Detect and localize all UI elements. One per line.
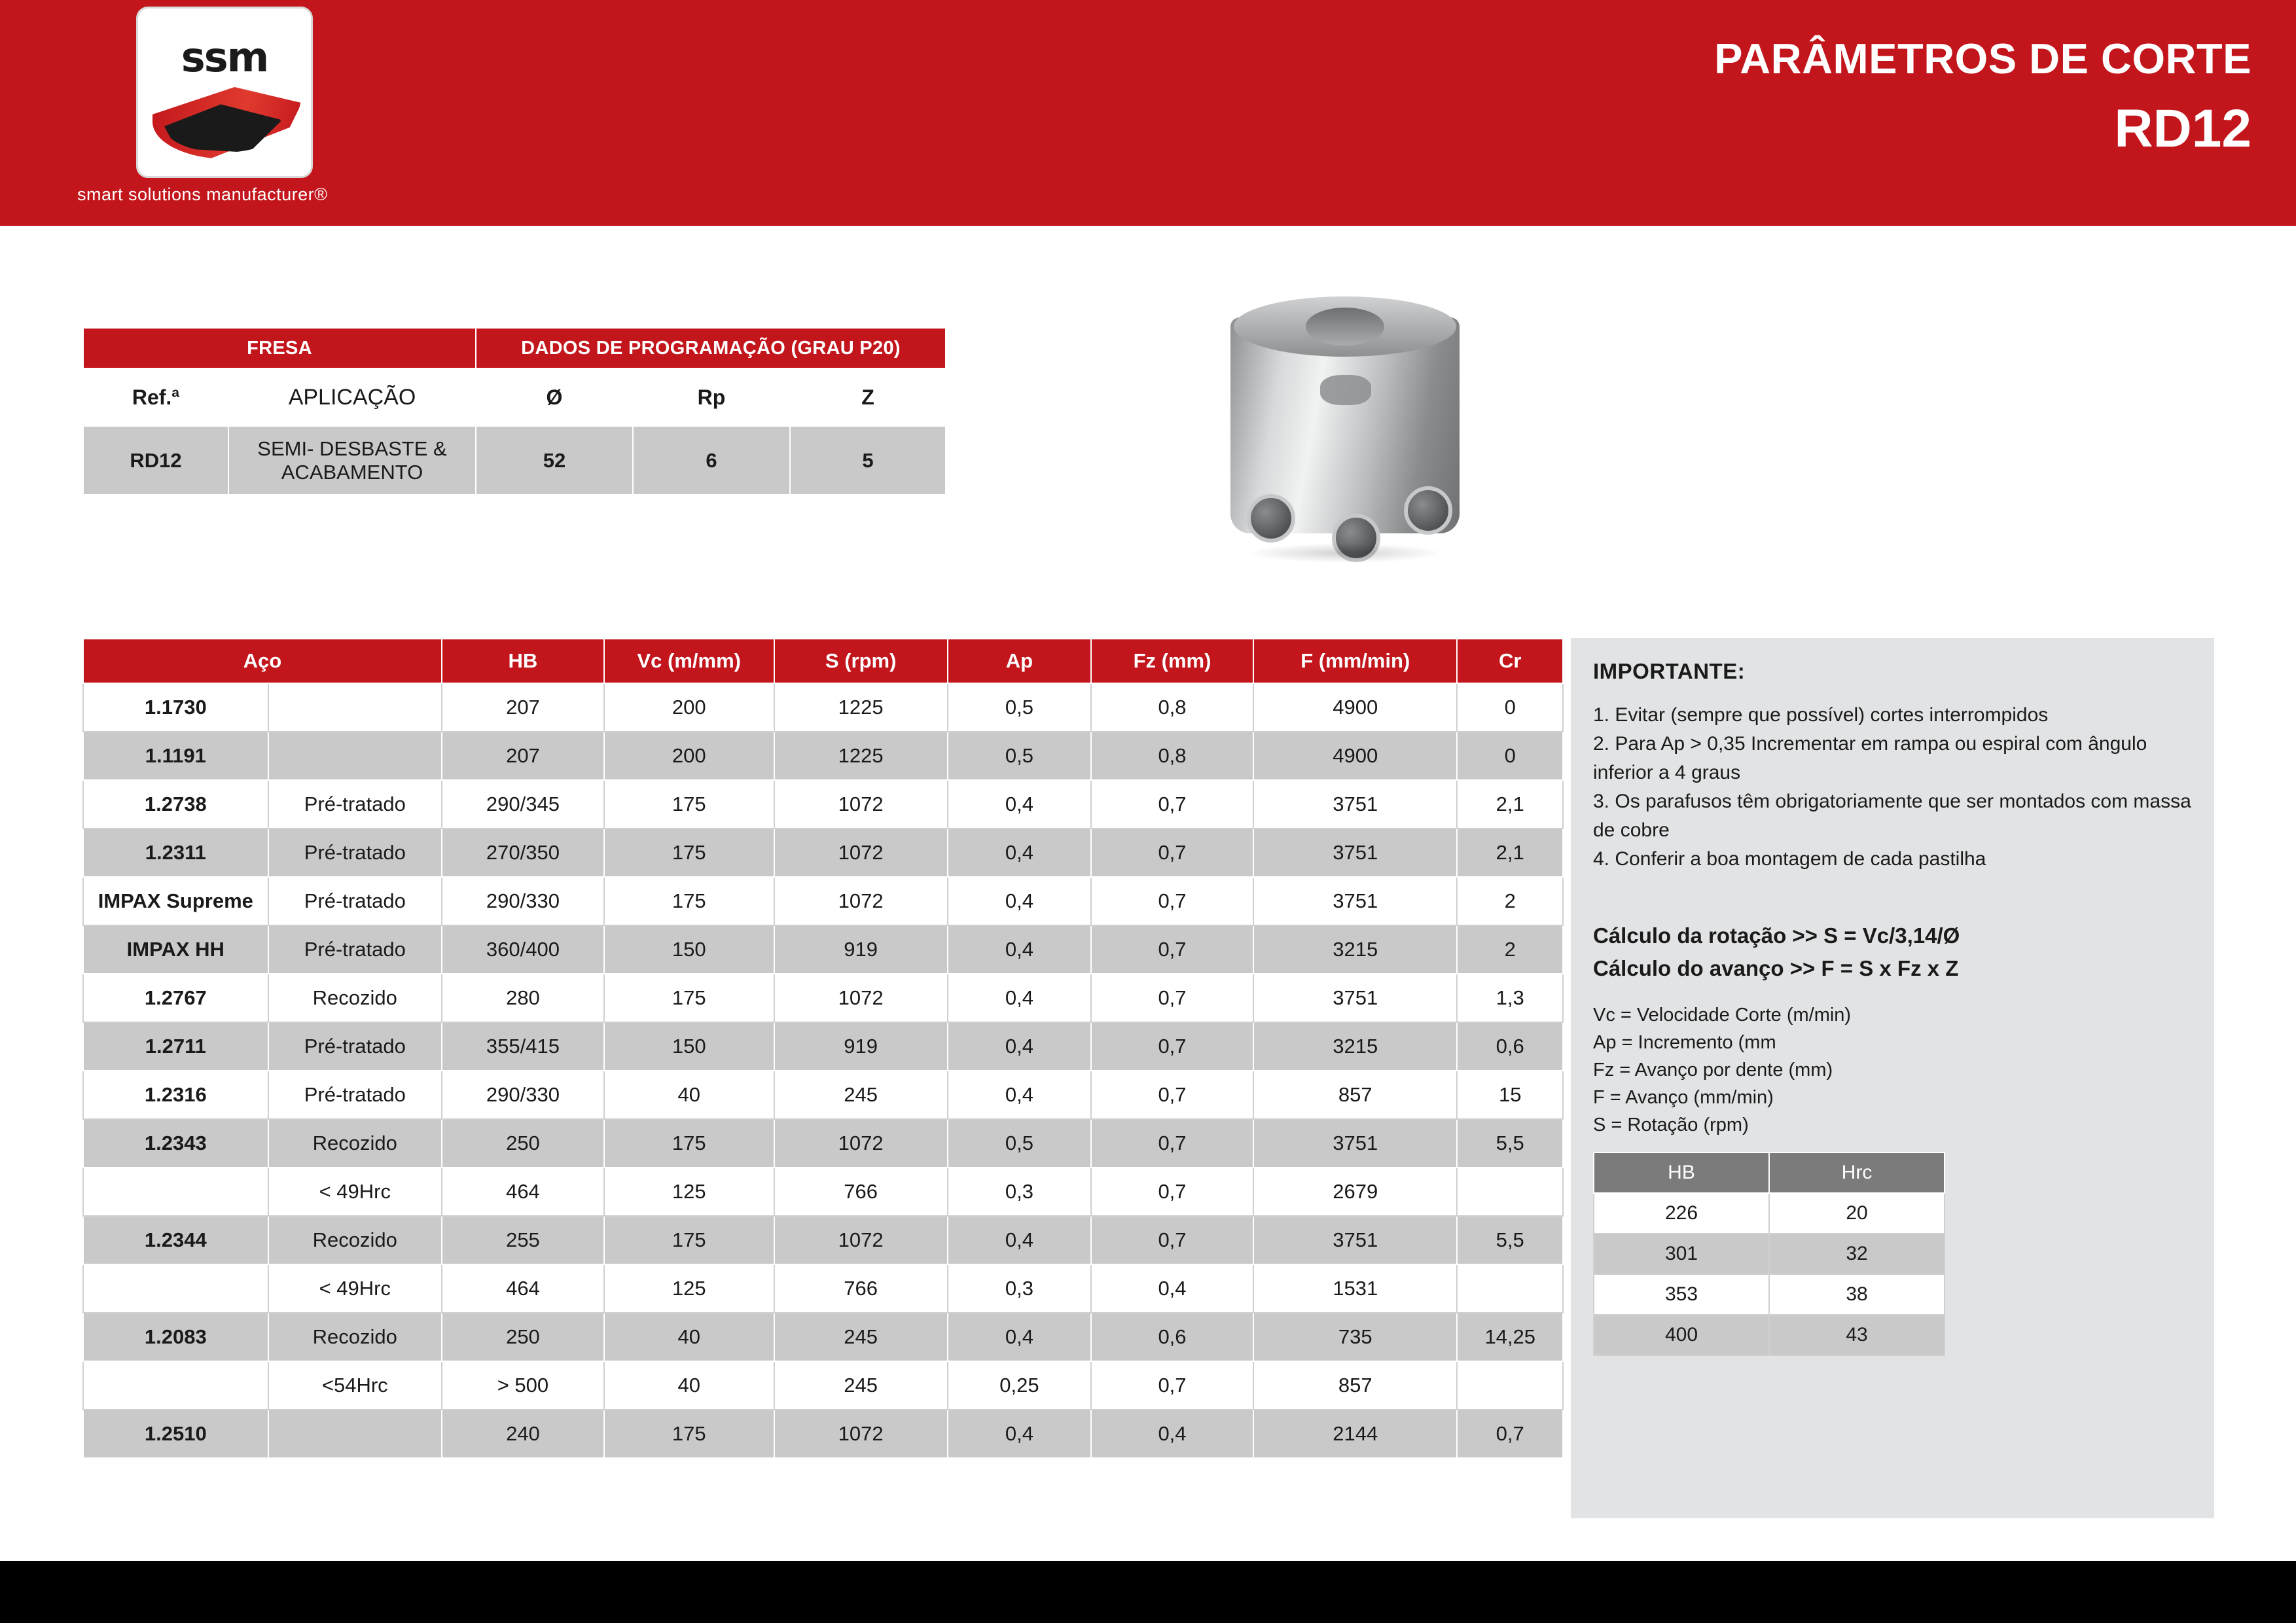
table-cell: 0,7: [1457, 1410, 1563, 1458]
table-cell: 1.1730: [83, 683, 268, 732]
table-cell: 0,5: [948, 683, 1091, 732]
table-cell: 175: [604, 1216, 774, 1264]
table-cell: 1.2738: [83, 780, 268, 829]
hb-table-row: [1594, 1193, 1945, 1234]
table-cell: 355/415: [442, 1022, 604, 1071]
product-shadow: [1247, 543, 1443, 563]
table-cell: 0,7: [1091, 1168, 1253, 1216]
table-cell: 1.2711: [83, 1022, 268, 1071]
hb-table-cell: 226: [1594, 1193, 1769, 1234]
table-cell: 175: [604, 829, 774, 877]
panel-notes: [1593, 701, 2198, 874]
hb-table-cell: 400: [1594, 1315, 1769, 1355]
table-cell: 0,4: [948, 925, 1091, 974]
fresa-column-header-row: [83, 368, 946, 426]
table-cell: 0,4: [948, 1071, 1091, 1119]
table-cell: 0,4: [948, 780, 1091, 829]
fresa-col-aplicacao: APLICAÇÃO: [228, 368, 476, 426]
table-cell: 0,3: [948, 1264, 1091, 1313]
table-cell: Pré-tratado: [268, 1022, 442, 1071]
table-cell: [1457, 1361, 1563, 1410]
table-cell: 0,4: [948, 974, 1091, 1022]
table-cell: 280: [442, 974, 604, 1022]
table-cell: 125: [604, 1168, 774, 1216]
panel-legend: [1593, 1001, 1851, 1139]
table-cell: Pré-tratado: [268, 877, 442, 925]
table-cell: 0,6: [1457, 1022, 1563, 1071]
table-cell: 0,4: [948, 1410, 1091, 1458]
table-cell: 1,3: [1457, 974, 1563, 1022]
fresa-col-rp: Rp: [633, 368, 790, 426]
table-cell: 150: [604, 925, 774, 974]
table-cell: 2: [1457, 925, 1563, 974]
table-cell: 290/330: [442, 1071, 604, 1119]
table-cell: 250: [442, 1119, 604, 1168]
table-cell: 1.2344: [83, 1216, 268, 1264]
table-cell: 2,1: [1457, 780, 1563, 829]
brand-logo: [136, 7, 313, 178]
table-row: [83, 780, 1563, 829]
table-cell: 175: [604, 1119, 774, 1168]
table-cell: Recozido: [268, 1119, 442, 1168]
table-cell: 0,4: [1091, 1264, 1253, 1313]
col-vc: Vc (m/mm): [604, 639, 774, 683]
table-cell: 857: [1253, 1361, 1457, 1410]
table-cell: 240: [442, 1410, 604, 1458]
table-cell: 919: [774, 1022, 948, 1071]
fresa-value-rp: 6: [633, 426, 790, 495]
table-cell: 0,8: [1091, 683, 1253, 732]
table-cell: 270/350: [442, 829, 604, 877]
table-cell: 0,8: [1091, 732, 1253, 780]
table-cell: 0,4: [948, 829, 1091, 877]
cutter-logo-icon: [1320, 375, 1371, 405]
col-fz: Fz (mm): [1091, 639, 1253, 683]
main-header-row: [83, 639, 1563, 683]
table-cell: 245: [774, 1361, 948, 1410]
col-s: S (rpm): [774, 639, 948, 683]
hb-table-row: [1594, 1234, 1945, 1274]
product-photo: [1208, 278, 1482, 573]
note-item: 1. Evitar (sempre que possível) cortes interrompidos: [1593, 704, 2049, 726]
fresa-value-z: 5: [790, 426, 946, 495]
fresa-group-header-row: [83, 328, 946, 368]
logo-tagline: smart solutions manufacturer®: [77, 185, 328, 204]
col-ap: Ap: [948, 639, 1091, 683]
table-cell: Recozido: [268, 1313, 442, 1361]
table-cell: 464: [442, 1168, 604, 1216]
table-cell: 3215: [1253, 1022, 1457, 1071]
table-cell: 1072: [774, 829, 948, 877]
table-cell: 0,7: [1091, 974, 1253, 1022]
table-cell: 40: [604, 1071, 774, 1119]
table-cell: 14,25: [1457, 1313, 1563, 1361]
legend-f: F = Avanço (mm/min): [1593, 1087, 1774, 1108]
table-cell: 245: [774, 1071, 948, 1119]
table-cell: 255: [442, 1216, 604, 1264]
table-cell: > 500: [442, 1361, 604, 1410]
table-cell: 2679: [1253, 1168, 1457, 1216]
table-row: [83, 974, 1563, 1022]
table-cell: 175: [604, 974, 774, 1022]
table-cell: IMPAX HH: [83, 925, 268, 974]
table-cell: 2: [1457, 877, 1563, 925]
hb-table-cell: 301: [1594, 1234, 1769, 1274]
table-cell: 0: [1457, 732, 1563, 780]
table-cell: Recozido: [268, 1216, 442, 1264]
panel-formulas: [1593, 919, 1960, 985]
table-cell: < 49Hrc: [268, 1264, 442, 1313]
table-cell: 2,1: [1457, 829, 1563, 877]
fresa-data-row: [83, 426, 946, 495]
formula-rotacao: Cálculo da rotação >> S = Vc/3,14/Ø: [1593, 923, 1960, 948]
hb-table-cell: 20: [1769, 1193, 1945, 1234]
table-cell: 150: [604, 1022, 774, 1071]
table-cell: 0,7: [1091, 925, 1253, 974]
table-cell: 1.2343: [83, 1119, 268, 1168]
table-cell: 200: [604, 732, 774, 780]
legend-ap: Ap = Incremento (mm: [1593, 1032, 1776, 1053]
table-cell: 1072: [774, 1119, 948, 1168]
table-row: [83, 1022, 1563, 1071]
important-panel: [1571, 638, 2214, 1518]
table-cell: 0,4: [1091, 1410, 1253, 1458]
fresa-col-diametro: Ø: [476, 368, 633, 426]
table-cell: Recozido: [268, 974, 442, 1022]
logo-wordmark: ssm: [181, 33, 268, 81]
table-cell: 0,7: [1091, 829, 1253, 877]
table-cell: 1072: [774, 780, 948, 829]
table-row: [83, 1361, 1563, 1410]
table-cell: [83, 1264, 268, 1313]
table-cell: <54Hrc: [268, 1361, 442, 1410]
table-cell: 5,5: [1457, 1216, 1563, 1264]
table-cell: 245: [774, 1313, 948, 1361]
table-cell: 1.2767: [83, 974, 268, 1022]
table-row: [83, 1216, 1563, 1264]
table-cell: 3751: [1253, 829, 1457, 877]
table-cell: 1.2311: [83, 829, 268, 877]
table-cell: IMPAX Supreme: [83, 877, 268, 925]
hb-table-cell: 32: [1769, 1234, 1945, 1274]
table-cell: [268, 1410, 442, 1458]
legend-s: S = Rotação (rpm): [1593, 1115, 1749, 1135]
table-cell: Pré-tratado: [268, 925, 442, 974]
table-cell: 3751: [1253, 877, 1457, 925]
table-cell: 857: [1253, 1071, 1457, 1119]
table-row: [83, 1168, 1563, 1216]
table-cell: 1225: [774, 683, 948, 732]
table-cell: 766: [774, 1264, 948, 1313]
note-item: 2. Para Ap > 0,35 Incrementar em rampa ou espiral com ângulo inferior a 4 graus: [1593, 733, 2147, 783]
page-header: [0, 0, 2296, 226]
table-cell: 1531: [1253, 1264, 1457, 1313]
table-cell: Pré-tratado: [268, 829, 442, 877]
col-hb: HB: [442, 639, 604, 683]
table-row: [83, 1071, 1563, 1119]
table-cell: 290/345: [442, 780, 604, 829]
table-cell: 0: [1457, 683, 1563, 732]
table-cell: 919: [774, 925, 948, 974]
fresa-col-z: Z: [790, 368, 946, 426]
note-item: 3. Os parafusos têm obrigatoriamente que ser montados com massa de cobre: [1593, 791, 2191, 841]
fresa-value-ref: RD12: [83, 426, 228, 495]
col-f: F (mm/min): [1253, 639, 1457, 683]
fresa-group-header-fresa: FRESA: [83, 328, 476, 368]
fresa-value-aplicacao: SEMI- DESBASTE & ACABAMENTO: [228, 426, 476, 495]
table-cell: 40: [604, 1313, 774, 1361]
hb-hrc-table: [1593, 1152, 1945, 1356]
table-cell: 0,7: [1091, 1361, 1253, 1410]
table-cell: 0,5: [948, 732, 1091, 780]
table-cell: 250: [442, 1313, 604, 1361]
hb-table-row: [1594, 1274, 1945, 1315]
table-cell: 1072: [774, 877, 948, 925]
table-cell: 1.2510: [83, 1410, 268, 1458]
table-cell: 1072: [774, 1410, 948, 1458]
table-cell: 200: [604, 683, 774, 732]
table-cell: 0,7: [1091, 1071, 1253, 1119]
cutter-insert: [1247, 494, 1295, 543]
fresa-value-diametro: 52: [476, 426, 633, 495]
table-cell: 125: [604, 1264, 774, 1313]
cutting-parameters-table: [82, 638, 1564, 1459]
table-cell: 207: [442, 732, 604, 780]
table-cell: 0,4: [948, 877, 1091, 925]
table-row: [83, 1410, 1563, 1458]
page-title: PARÂMETROS DE CORTE: [1714, 35, 2251, 82]
table-cell: 3215: [1253, 925, 1457, 974]
table-cell: 0,7: [1091, 1216, 1253, 1264]
table-cell: [1457, 1168, 1563, 1216]
table-row: [83, 732, 1563, 780]
table-cell: 464: [442, 1264, 604, 1313]
table-row: [83, 683, 1563, 732]
table-cell: 3751: [1253, 1216, 1457, 1264]
table-cell: 735: [1253, 1313, 1457, 1361]
panel-title: IMPORTANTE:: [1593, 659, 1746, 683]
legend-fz: Fz = Avanço por dente (mm): [1593, 1060, 1833, 1080]
table-cell: 175: [604, 877, 774, 925]
table-row: [83, 829, 1563, 877]
table-row: [83, 1119, 1563, 1168]
table-cell: 175: [604, 1410, 774, 1458]
table-cell: 1072: [774, 974, 948, 1022]
table-cell: 4900: [1253, 732, 1457, 780]
table-cell: [83, 1361, 268, 1410]
note-item: 4. Conferir a boa montagem de cada pastilha: [1593, 848, 1986, 870]
table-cell: 3751: [1253, 780, 1457, 829]
table-cell: 40: [604, 1361, 774, 1410]
table-cell: [1457, 1264, 1563, 1313]
table-cell: 15: [1457, 1071, 1563, 1119]
cutter-bore: [1306, 308, 1384, 346]
table-cell: 1225: [774, 732, 948, 780]
hb-table-cell: 43: [1769, 1315, 1945, 1355]
table-cell: 4900: [1253, 683, 1457, 732]
col-cr: Cr: [1457, 639, 1563, 683]
table-cell: 0,4: [948, 1313, 1091, 1361]
table-cell: Pré-tratado: [268, 1071, 442, 1119]
table-cell: < 49Hrc: [268, 1168, 442, 1216]
table-cell: 0,3: [948, 1168, 1091, 1216]
table-cell: 290/330: [442, 877, 604, 925]
table-cell: 360/400: [442, 925, 604, 974]
hb-table-cell: 353: [1594, 1274, 1769, 1315]
table-cell: 0,7: [1091, 1119, 1253, 1168]
table-cell: [268, 683, 442, 732]
table-row: [83, 1264, 1563, 1313]
table-cell: 0,5: [948, 1119, 1091, 1168]
table-row: [83, 925, 1563, 974]
table-cell: 0,7: [1091, 780, 1253, 829]
table-cell: 3751: [1253, 1119, 1457, 1168]
hb-table-row: [1594, 1315, 1945, 1355]
table-row: [83, 877, 1563, 925]
hb-header-row: [1594, 1152, 1945, 1193]
hb-table-cell: 38: [1769, 1274, 1945, 1315]
formula-avanco: Cálculo do avanço >> F = S x Fz x Z: [1593, 956, 1959, 980]
table-cell: [83, 1168, 268, 1216]
fresa-group-header-dados: DADOS DE PROGRAMAÇÃO (GRAU P20): [476, 328, 946, 368]
table-cell: 0,6: [1091, 1313, 1253, 1361]
table-row: [83, 1313, 1563, 1361]
logo-graphic: [138, 9, 311, 176]
table-cell: [268, 732, 442, 780]
table-cell: 0,7: [1091, 877, 1253, 925]
page-footer: [0, 1561, 2296, 1623]
legend-vc: Vc = Velocidade Corte (m/min): [1593, 1005, 1852, 1026]
table-cell: 1.1191: [83, 732, 268, 780]
table-cell: 207: [442, 683, 604, 732]
table-cell: 1072: [774, 1216, 948, 1264]
table-cell: 5,5: [1457, 1119, 1563, 1168]
table-cell: 2144: [1253, 1410, 1457, 1458]
table-cell: 0,4: [948, 1216, 1091, 1264]
page-subtitle: RD12: [2114, 99, 2251, 158]
hb-col-hrc: Hrc: [1769, 1152, 1945, 1193]
table-cell: 3751: [1253, 974, 1457, 1022]
table-cell: Pré-tratado: [268, 780, 442, 829]
table-cell: 0,7: [1091, 1022, 1253, 1071]
col-aco: Aço: [83, 639, 442, 683]
cutter-insert: [1404, 486, 1452, 535]
table-cell: 0,4: [948, 1022, 1091, 1071]
fresa-col-ref: Ref.ª: [83, 368, 228, 426]
table-cell: 1.2316: [83, 1071, 268, 1119]
table-cell: 766: [774, 1168, 948, 1216]
hb-col-hb: HB: [1594, 1152, 1769, 1193]
table-cell: 0,25: [948, 1361, 1091, 1410]
fresa-table: [82, 327, 946, 495]
table-cell: 1.2083: [83, 1313, 268, 1361]
table-cell: 175: [604, 780, 774, 829]
